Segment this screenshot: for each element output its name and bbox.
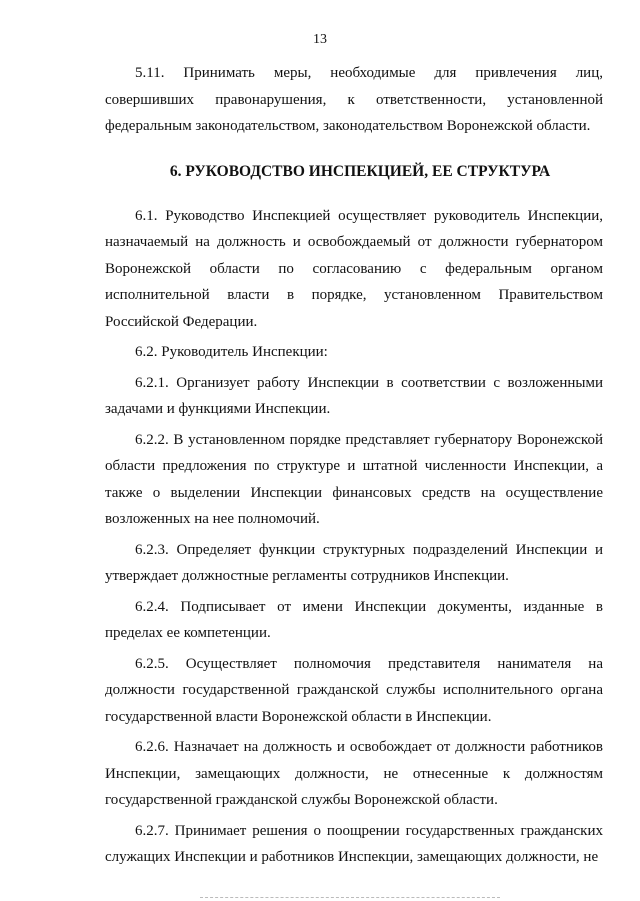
paragraph-6-2: 6.2. Руководитель Инспекции: (135, 344, 328, 360)
paragraph-6-2-1: 6.2.1. Организует работу Инспекции в соответствии с возложенными задачами и функциями Инспекции. (105, 374, 603, 417)
page-number: 13 (313, 32, 327, 47)
section-heading: 6. РУКОВОДСТВО ИНСПЕКЦИЕЙ, ЕЕ СТРУКТУРА (169, 162, 551, 180)
scan-edge-line (200, 897, 500, 898)
paragraph-5-11: 5.11. Принимать меры, необходимые для привлечения лиц, совершивших правонарушения, к ответственности, установленной федеральным законодательством, законодательством Воронежской области. (105, 65, 603, 134)
paragraph-6-2-7: 6.2.7. Принимает решения о поощрении государственных гражданских служащих Инспекции и работников Инспекции, замещающих должности, не (105, 822, 603, 865)
document-body (105, 60, 603, 871)
paragraph-6-1: 6.1. Руководство Инспекцией осуществляет руководитель Инспекции, назначаемый на должность и освобождаемый от должности губернатором Воронежской области по согласованию с федеральным органом исполнительной власти в порядке, установленном Правительством Российской Федерации. (105, 207, 603, 330)
paragraph-6-2-5: 6.2.5. Осуществляет полномочия представителя нанимателя на должности государственной гражданской службы исполнительного органа государственной власти Воронежской области в Инспекции. (105, 655, 603, 725)
paragraph-6-2-4: 6.2.4. Подписывает от имени Инспекции документы, изданные в пределах ее компетенции. (105, 598, 603, 641)
paragraph-6-2-6: 6.2.6. Назначает на должность и освобождает от должности работников Инспекции, замещающих должности, не отнесенные к должностям государственной гражданской службы Воронежской области. (105, 739, 603, 808)
paragraph-6-2-2: 6.2.2. В установленном порядке представляет губернатору Воронежской области предложения по структуре и штатной численности Инспекции, а также о выделении Инспекции финансовых средств на осуществление возложенных на нее полномочий. (105, 431, 603, 527)
paragraph-6-2-3: 6.2.3. Определяет функции структурных подразделений Инспекции и утверждает должностные регламенты сотрудников Инспекции. (105, 541, 603, 584)
